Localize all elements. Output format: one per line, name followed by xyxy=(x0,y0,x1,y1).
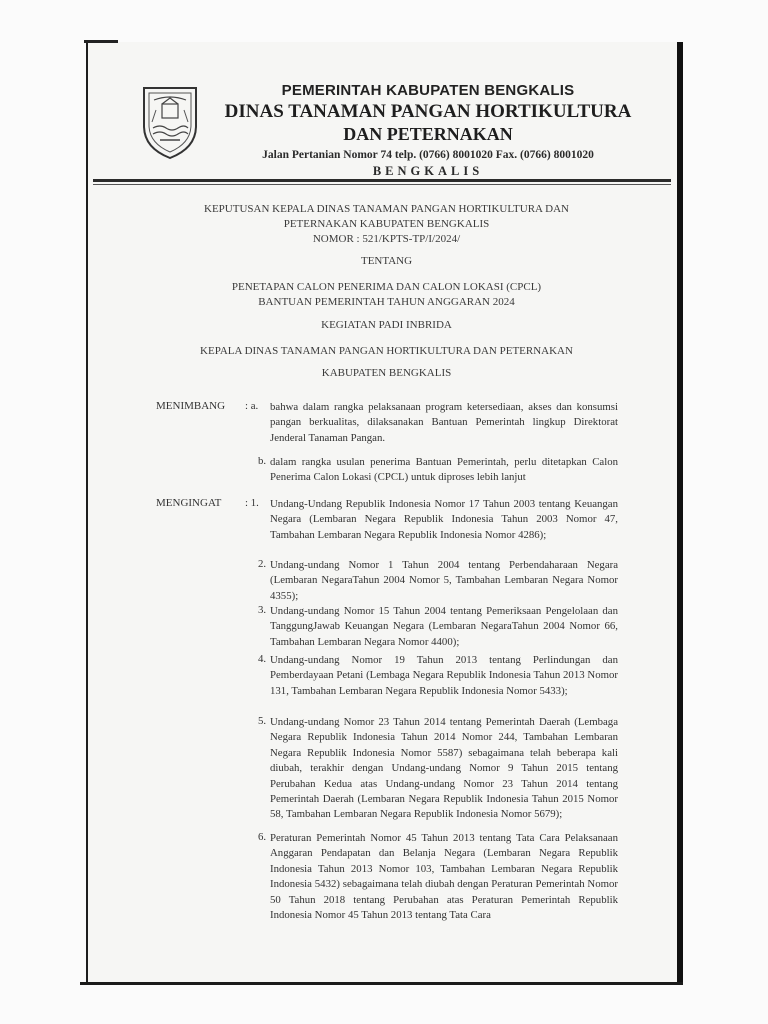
subject-line1: PENETAPAN CALON PENERIMA DAN CALON LOKASI (CPCL) xyxy=(231,281,542,293)
letterhead-divider-thick xyxy=(93,179,671,182)
mengingat-marker-4: 4. xyxy=(258,653,267,665)
official-title-line1: KEPALA DINAS TANAMAN PANGAN HORTIKULTURA DAN PETERNAKAN xyxy=(200,345,573,357)
mengingat-item-5: Undang-undang Nomor 23 Tahun 2014 tentang Pemerintah Daerah (Lembaga Negara Republik Indonesia Tahun 2014 Nomor 244, Tambahan Lembaran Negara Republik Indonesia Nomor 5587) sebagaimana telah beberapa kali diubah, terakhir dengan Undang-undang Nomor 9 Tahun 2015 tentang Perubahan Kedua atas Undang-undang Nomor 23 Tahun 2014 tentang Pemerintah Daerah (Lembaran Negara Republik Indonesia Tahun 2015 Nomor 58, Tambahan Lembaran Negara Republik Indonesia Nomor 5679); xyxy=(270,716,618,821)
menimbang-marker-b: b. xyxy=(258,455,267,467)
mengingat-item-2: Undang-undang Nomor 1 Tahun 2004 tentang Perbendaharaan Negara (Lembaran NegaraTahun 2004 Nomor 5, Tambahan Lembaran Negara Nomor 4355); xyxy=(270,559,618,602)
agency-address: Jalan Pertanian Nomor 74 telp. (0766) 8001020 Fax. (0766) 8001020 xyxy=(262,149,594,161)
regency-coat-of-arms-icon xyxy=(140,82,200,160)
menimbang-label: MENIMBANG xyxy=(156,400,226,412)
mengingat-item-1: Undang-Undang Republik Indonesia Nomor 17 Tahun 2003 tentang Keuangan Negara (Lembaran Negara Republik Indonesia Tahun 2003 Nomor 47, Tambahan Lembaran Negara Republik Indonesia Nomor 4286); xyxy=(270,498,618,541)
document-page xyxy=(86,42,683,982)
mengingat-item-4: Undang-undang Nomor 19 Tahun 2013 tentang Perlindungan dan Pemberdayaan Petani (Lembaga Negara Republik Indonesia Tahun 2013 Nomor 131, Tambahan Lembaran Negara Republik Indonesia Nomor 5433); xyxy=(270,654,618,697)
mengingat-marker-2: 2. xyxy=(258,558,267,570)
decree-title-line1: KEPUTUSAN KEPALA DINAS TANAMAN PANGAN HORTIKULTURA DAN xyxy=(204,203,569,215)
agency-name-line1: DINAS TANAMAN PANGAN HORTIKULTURA xyxy=(224,101,632,122)
mengingat-marker-1: : 1. xyxy=(245,497,259,509)
mengingat-label: MENGINGAT xyxy=(156,497,222,509)
agency-name-line2: DAN PETERNAKAN xyxy=(343,124,513,144)
mengingat-item-3: Undang-undang Nomor 15 Tahun 2004 tentang Pemeriksaan Pengelolaan dan TanggungJawab Keuangan Negara (Lembaran NegaraTahun 2004 Nomor 66, Tambahan Lembaran Negara Nomor 4400); xyxy=(270,605,618,648)
mengingat-marker-3: 3. xyxy=(258,604,267,616)
menimbang-marker-a: : a. xyxy=(245,400,259,412)
about-heading: TENTANG xyxy=(360,255,413,267)
subject-line2: BANTUAN PEMERINTAH TAHUN ANGGARAN 2024 xyxy=(258,296,515,308)
mengingat-item-6: Peraturan Pemerintah Nomor 45 Tahun 2013 tentang Tata Cara Pelaksanaan Anggaran Pendapatan dan Belanja Negara (Lembaran Negara Republik Indonesia Tahun 2013 Nomor 103, Tambahan Lembaran Negara Republik Indonesia 5432) sebagaimana telah diubah dengan Peraturan Pemerintah Nomor 50 Tahun 2018 tentang Perubahan atas Peraturan Pemerintah Republik Indonesia Nomor 45 Tahun 2013 tentang Tata Cara xyxy=(270,832,618,922)
menimbang-item-a: bahwa dalam rangka pelaksanaan program ketersediaan, akses dan konsumsi pangan berkualitas, dilaksanakan Bantuan Pemerintah lingkup Direktorat Jenderal Tanaman Pangan. xyxy=(270,401,618,444)
agency-city: BENGKALIS xyxy=(372,164,484,178)
menimbang-item-b: dalam rangka usulan penerima Bantuan Pemerintah, perlu ditetapkan Calon Penerima Calon Lokasi (CPCL) untuk diproses lebih lanjut xyxy=(270,456,618,484)
letterhead xyxy=(218,82,638,179)
decree-title-line2: PETERNAKAN KABUPATEN BENGKALIS xyxy=(283,218,490,230)
mengingat-marker-6: 6. xyxy=(258,831,267,843)
mengingat-marker-5: 5. xyxy=(258,715,267,727)
official-title-line2: KABUPATEN BENGKALIS xyxy=(321,367,452,379)
government-name: PEMERINTAH KABUPATEN BENGKALIS xyxy=(281,82,575,99)
activity-name: KEGIATAN PADI INBRIDA xyxy=(321,319,452,331)
decree-number: NOMOR : 521/KPTS-TP/I/2024/ xyxy=(312,233,461,245)
letterhead-divider-thin xyxy=(93,184,671,185)
